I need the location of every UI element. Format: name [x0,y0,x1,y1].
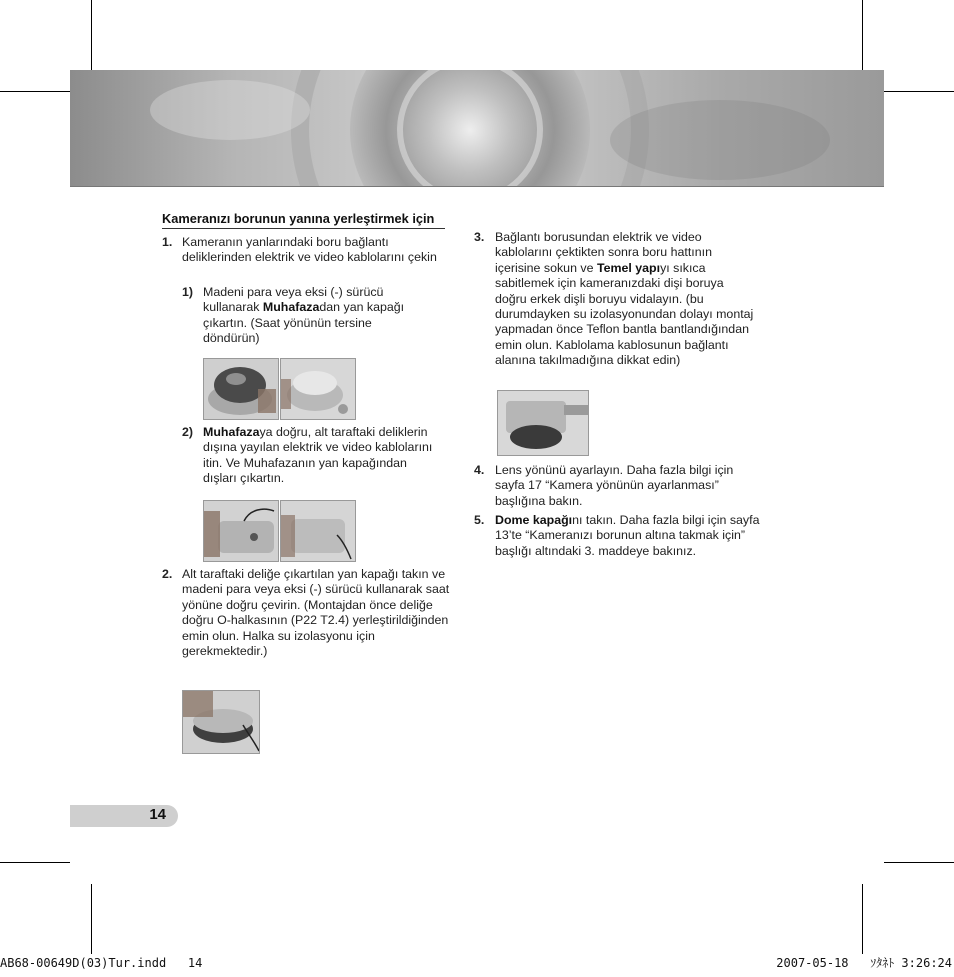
step-text [495,513,760,559]
step-text [495,463,740,509]
header-banner-image [70,70,884,187]
bold-term: Temel yapı [596,260,661,275]
text-run: Madeni para veya eksi (-) sürücü kullanarak [203,285,384,315]
photo-cables-through-hole [280,500,356,562]
substep-number: 2) [182,425,194,439]
text-run: nı takın. Daha fazla bilgi için sayfa 13’te “Kameranızı borunun altına takmak için” başlığı altındaki 3. maddeye bakınız. [495,513,760,558]
bold-term: Dome kapağı [495,513,573,527]
substep-text [203,285,428,347]
bold-term: Muhafaza [203,425,260,439]
section-title: Kameranızı borunun yanına yerleştirmek için [162,211,445,229]
step-number: 5. [474,513,485,527]
page-number: 14 [149,806,166,823]
photo-pushing-cables [203,500,279,562]
crop-mark [0,862,70,863]
photo-pipe-connection [497,390,589,456]
text-run: dan yan kapağı çıkartın. (Saat yönünün tersine döndürün) [203,300,405,346]
step-number: 2. [162,567,173,581]
step-number: 3. [474,230,485,244]
step-text: Alt taraftaki deliğe çıkartılan yan kapağı takın ve madeni para veya eksi (-) sürücü kullanarak saat yönüne doğru çevirin. (Montajdan önce deliğe doğru O-halkasının (P22 T2.4) yerleştirildiğinden emin olun. Halka su izolasyonu için gerekmektedir.) [182,567,450,659]
substep-number: 1) [182,285,194,299]
photo-dome-camera-open [203,358,279,420]
bold-term: Muhafaza [262,300,320,315]
step-text: Kameranın yanlarındaki boru bağlantı deliklerinden elektrik ve video kablolarını çekin [182,235,437,265]
crop-mark [862,0,863,70]
footer-file-info: AB68-00649D(03)Tur.indd 14 [0,956,203,970]
step-number: 1. [162,235,173,249]
crop-mark [0,91,70,92]
photo-tightening-cover [182,690,260,754]
crop-mark [91,884,92,954]
crop-mark [91,0,92,70]
page-number-tab [70,805,178,827]
step-text [495,230,758,369]
substep-text [203,425,443,487]
footer-timestamp: 2007-05-18 ｿﾀﾈﾄ 3:26:24 [776,956,952,970]
text-run: ya doğru, alt taraftaki deliklerin dışına yayılan elektrik ve video kablolarını itin. Ve Muhafazanın yan kapağından dışları çıkartın. [203,425,433,486]
photo-dome-camera-side [280,358,356,420]
step-number: 4. [474,463,485,477]
text-run: Bağlantı borusundan elektrik ve video kablolarını çektikten sonra boru hattının içerisine sokun ve [495,230,712,275]
crop-mark [884,862,954,863]
text-run: yı sıkıca sabitlemek için kameranızdaki dişi boruya doğru erkek dişli boruyu vidalayın. (bu durumdayken su izolasyonundan dolayı montaj yapmadan önce Teflon bantla bantlandığından emin olun. Kablolama kablosunun bağlantı alanına takılmadığına dikkat edin) [495,260,754,368]
text-run: Lens yönünü ayarlayın. Daha fazla bilgi için sayfa 17 “Kamera yönünün ayarlanması” başlığına bakın. [495,463,734,508]
crop-mark [862,884,863,954]
crop-mark [884,91,954,92]
